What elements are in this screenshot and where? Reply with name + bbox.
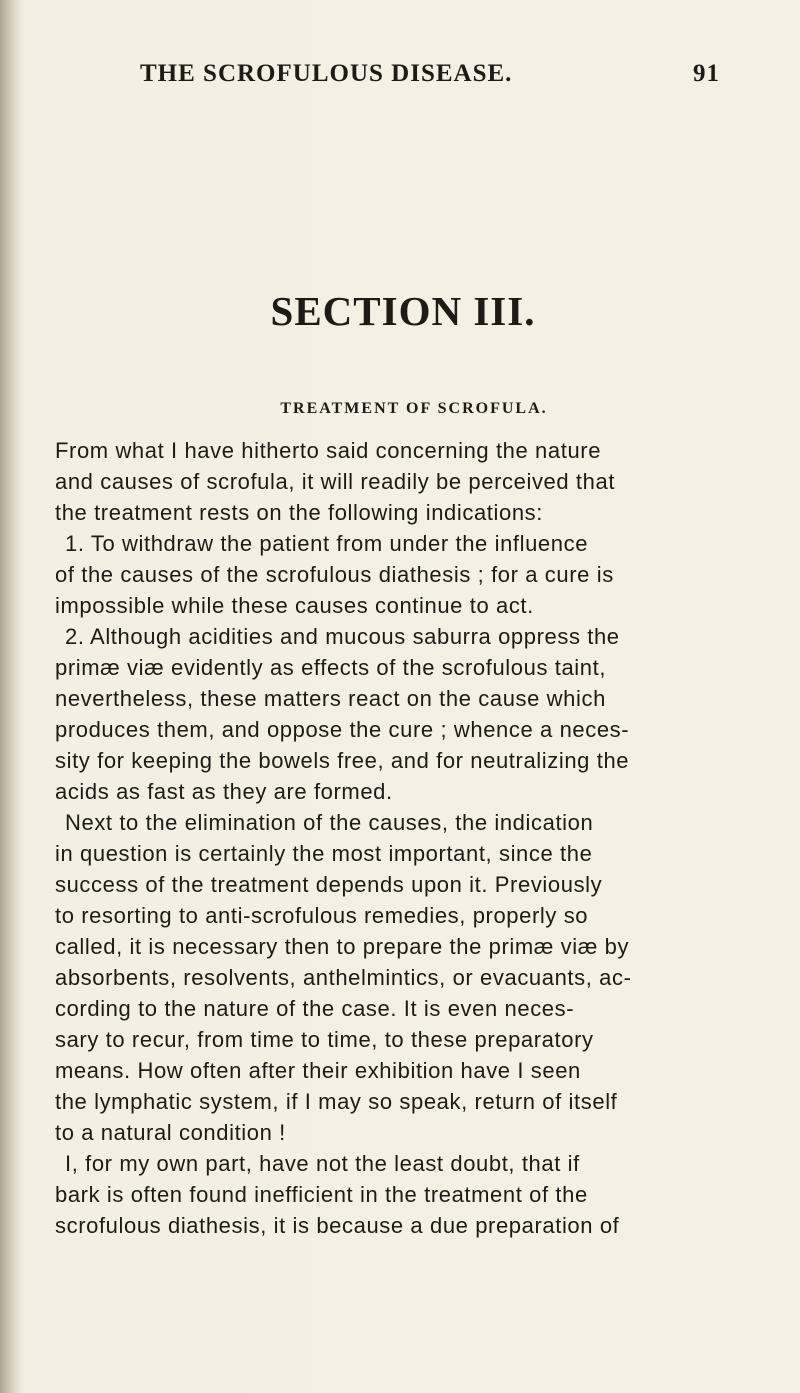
text-line: acids as fast as they are formed.: [55, 779, 393, 804]
body-text: [55, 435, 745, 1241]
text-line: the lymphatic system, if I may so speak, return of itself: [55, 1089, 618, 1114]
section-heading: SECTION III.: [270, 288, 536, 334]
text-line: 1. To withdraw the patient from under the influence: [65, 531, 589, 556]
text-line: sary to recur, from time to time, to these preparatory: [55, 1027, 594, 1052]
text-line: nevertheless, these matters react on the cause which: [55, 686, 606, 711]
text-line: bark is often found inefficient in the treatment of the: [55, 1182, 588, 1207]
text-line: I, for my own part, have not the least doubt, that if: [65, 1151, 580, 1176]
text-line: success of the treatment depends upon it. Previously: [55, 872, 603, 897]
text-line: primæ viæ evidently as effects of the scrofulous taint,: [55, 655, 607, 680]
text-line: of the causes of the scrofulous diathesis ; for a cure is: [55, 562, 614, 587]
text-line: 2. Although acidities and mucous saburra oppress the: [65, 624, 620, 649]
text-line: the treatment rests on the following indications:: [55, 500, 543, 525]
text-line: to a natural condition !: [55, 1120, 286, 1145]
section-subheading: TREATMENT OF SCROFULA.: [280, 400, 548, 417]
text-line: and causes of scrofula, it will readily be perceived that: [55, 469, 616, 494]
text-line: scrofulous diathesis, it is because a due preparation of: [55, 1213, 620, 1238]
text-line: absorbents, resolvents, anthelmintics, or evacuants, ac-: [55, 965, 632, 990]
text-line: means. How often after their exhibition have I seen: [55, 1058, 581, 1083]
text-line: called, it is necessary then to prepare the primæ viæ by: [55, 934, 630, 959]
text-line: produces them, and oppose the cure ; whence a neces-: [55, 717, 630, 742]
text-line: to resorting to anti-scrofulous remedies, properly so: [55, 903, 589, 928]
page-number: 91: [693, 60, 720, 87]
binding-shadow: [0, 0, 22, 1393]
text-line: cording to the nature of the case. It is even neces-: [55, 996, 575, 1021]
text-line: impossible while these causes continue to act.: [55, 593, 534, 618]
text-line: Next to the elimination of the causes, the indication: [65, 810, 594, 835]
running-head-title: THE SCROFULOUS DISEASE.: [140, 60, 513, 87]
text-line: sity for keeping the bowels free, and for neutralizing the: [55, 748, 630, 773]
text-line: From what I have hitherto said concerning the nature: [55, 438, 602, 463]
text-line: in question is certainly the most important, since the: [55, 841, 593, 866]
